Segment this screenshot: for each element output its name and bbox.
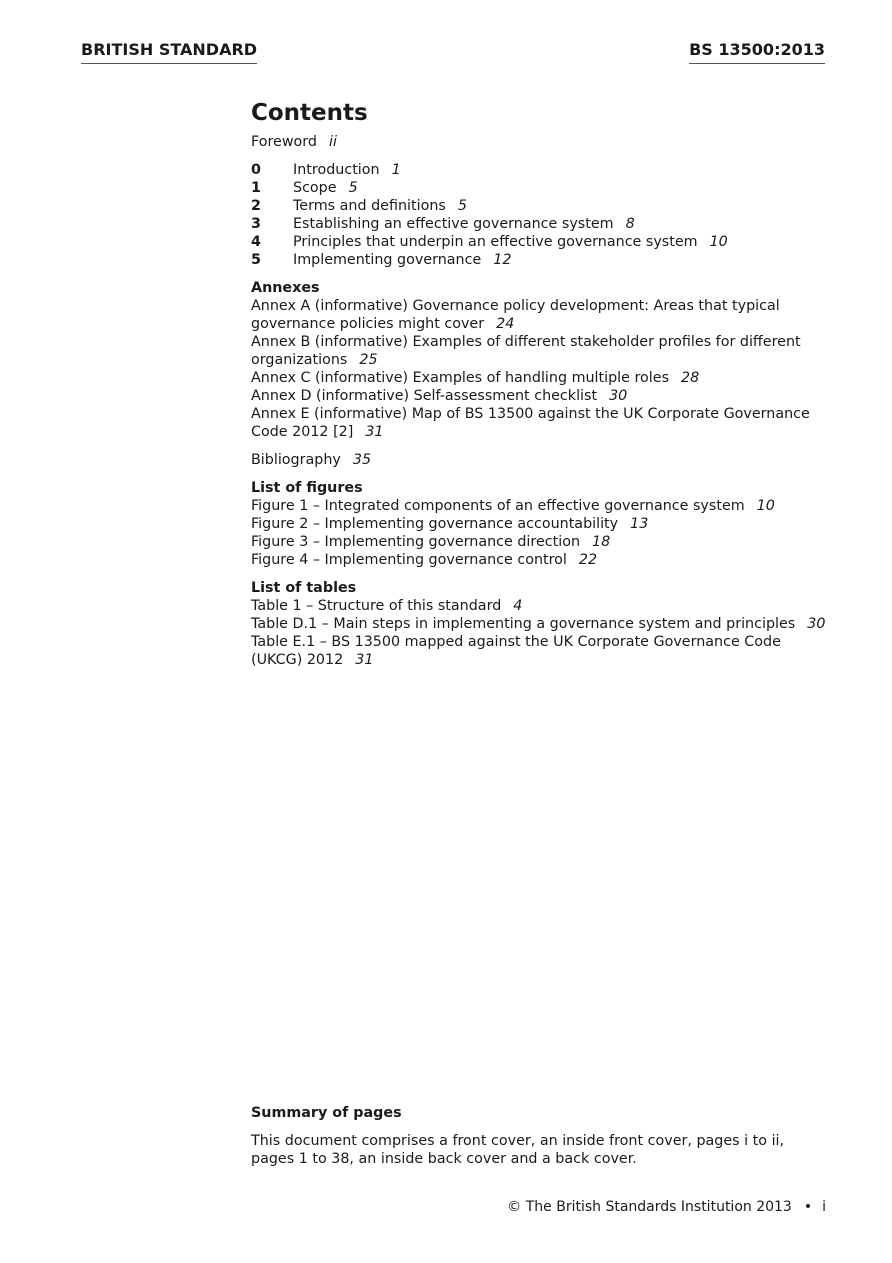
summary-heading: Summary of pages xyxy=(251,1105,402,1121)
clause-entry[interactable] xyxy=(251,179,831,197)
clause-page: 5 xyxy=(348,180,358,196)
contents-section xyxy=(251,98,831,669)
table-label: Table E.1 – BS 13500 mapped against the UK Corporate Governance Code (UKCG) 2012 xyxy=(251,634,781,668)
tables-heading: List of tables xyxy=(251,580,357,596)
table-label: Table D.1 – Main steps in implementing a governance system and principles xyxy=(251,616,796,632)
figures-list xyxy=(251,479,831,569)
annex-label: Annex B (informative) Examples of different stakeholder profiles for different organizations xyxy=(251,334,801,368)
table-page: 30 xyxy=(807,616,826,632)
table-entry[interactable] xyxy=(251,633,831,669)
tables-list xyxy=(251,579,831,669)
figures-heading: List of figures xyxy=(251,480,363,496)
clause-number: 4 xyxy=(251,234,261,250)
clause-entry[interactable] xyxy=(251,161,831,179)
summary-text: This document comprises a front cover, an inside front cover, pages i to ii, pages 1 to 38, an inside back cover and a back cover. xyxy=(251,1133,785,1167)
figure-label: Figure 4 – Implementing governance control xyxy=(251,552,567,568)
clause-label: Introduction xyxy=(293,162,380,178)
clause-number: 2 xyxy=(251,198,261,214)
clause-page: 1 xyxy=(391,162,401,178)
clause-page: 5 xyxy=(457,198,467,214)
clause-page: 8 xyxy=(625,216,635,232)
page-title: Contents xyxy=(251,100,368,126)
clause-label: Implementing governance xyxy=(293,252,482,268)
clauses-list xyxy=(251,161,831,269)
clause-label: Establishing an effective governance system xyxy=(293,216,614,232)
clause-label: Scope xyxy=(293,180,337,196)
annex-label: Annex E (informative) Map of BS 13500 against the UK Corporate Governance Code 2012 [2] xyxy=(251,406,810,440)
foreword-label: Foreword xyxy=(251,134,317,150)
clause-page: 10 xyxy=(709,234,728,250)
figure-label: Figure 1 – Integrated components of an effective governance system xyxy=(251,498,745,514)
bullet-separator: • xyxy=(803,1199,813,1215)
annex-page: 31 xyxy=(365,424,384,440)
page-number: i xyxy=(822,1199,826,1215)
page-footer xyxy=(507,1198,826,1216)
clause-number: 3 xyxy=(251,216,261,232)
figure-page: 18 xyxy=(592,534,611,550)
clause-entry[interactable] xyxy=(251,233,831,251)
annex-page: 25 xyxy=(359,352,378,368)
figure-page: 13 xyxy=(630,516,649,532)
annex-page: 28 xyxy=(681,370,700,386)
annexes-heading: Annexes xyxy=(251,280,320,296)
clause-entry[interactable] xyxy=(251,215,831,233)
table-page: 4 xyxy=(513,598,523,614)
annex-entry[interactable] xyxy=(251,387,831,405)
figure-entry[interactable] xyxy=(251,551,831,569)
figure-page: 10 xyxy=(756,498,775,514)
summary-of-pages xyxy=(251,1104,831,1168)
clause-page: 12 xyxy=(493,252,512,268)
clause-entry[interactable] xyxy=(251,197,831,215)
clause-number: 5 xyxy=(251,252,261,268)
clause-label: Principles that underpin an effective governance system xyxy=(293,234,698,250)
header-standard-number: BS 13500:2013 xyxy=(689,39,825,64)
figure-entry[interactable] xyxy=(251,497,831,515)
clause-label: Terms and definitions xyxy=(293,198,446,214)
figure-entry[interactable] xyxy=(251,533,831,551)
clause-entry[interactable] xyxy=(251,251,831,269)
bibliography-page: 35 xyxy=(352,452,372,468)
annex-label: Annex D (informative) Self-assessment checklist xyxy=(251,388,598,404)
table-entry[interactable] xyxy=(251,597,831,615)
table-label: Table 1 – Structure of this standard xyxy=(251,598,502,614)
annex-entry[interactable] xyxy=(251,405,831,441)
table-page: 31 xyxy=(355,652,374,668)
clause-number: 0 xyxy=(251,162,261,178)
table-entry[interactable] xyxy=(251,615,831,633)
copyright-text: © The British Standards Institution 2013 xyxy=(507,1199,792,1215)
annex-label: Annex C (informative) Examples of handling multiple roles xyxy=(251,370,670,386)
figure-label: Figure 3 – Implementing governance direction xyxy=(251,534,581,550)
foreword-entry[interactable] xyxy=(251,133,831,151)
header-left-title: BRITISH STANDARD xyxy=(81,39,257,64)
figure-page: 22 xyxy=(578,552,598,568)
figure-label: Figure 2 – Implementing governance accountability xyxy=(251,516,619,532)
annex-entry[interactable] xyxy=(251,297,831,333)
annex-entry[interactable] xyxy=(251,369,831,387)
clause-number: 1 xyxy=(251,180,261,196)
figure-entry[interactable] xyxy=(251,515,831,533)
bibliography-entry[interactable] xyxy=(251,451,831,469)
annex-entry[interactable] xyxy=(251,333,831,369)
annex-page: 24 xyxy=(496,316,515,332)
bibliography-label: Bibliography xyxy=(251,452,341,468)
annex-page: 30 xyxy=(609,388,628,404)
annex-label: Annex A (informative) Governance policy development: Areas that typical governance policies might cover xyxy=(251,298,780,332)
annexes-list xyxy=(251,279,831,441)
foreword-page: ii xyxy=(328,134,337,150)
